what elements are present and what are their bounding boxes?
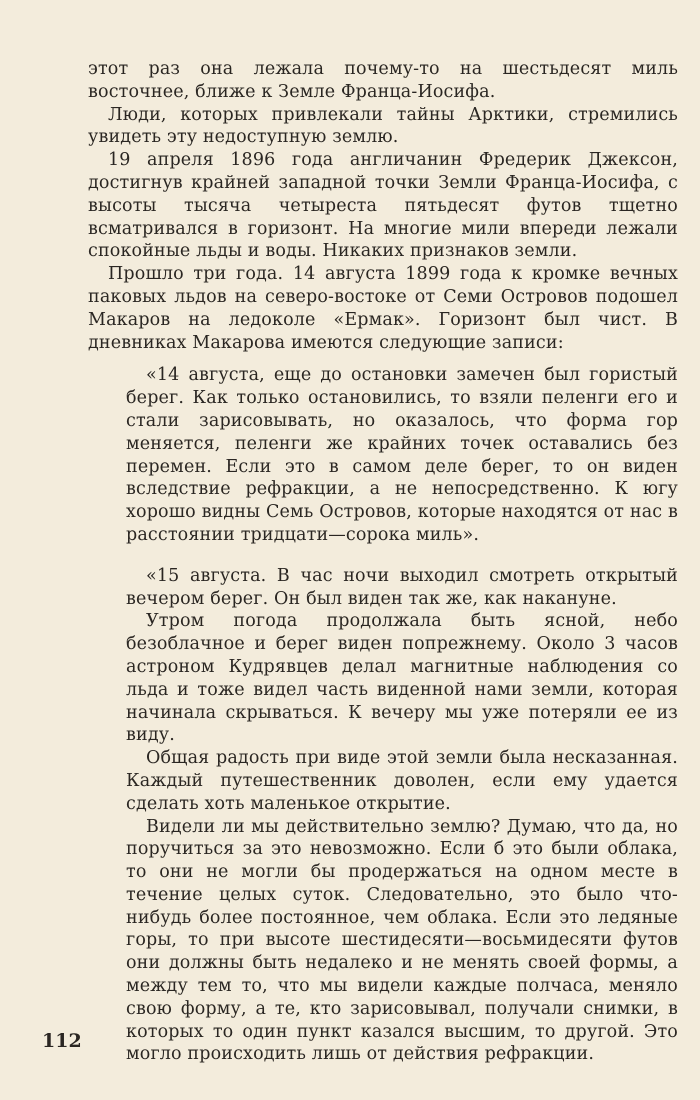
quote-joy: Общая радость при виде этой земли была несказанная. Каждый путешественник доволен, если ему удается сделать хоть маленькое открытие.	[126, 748, 678, 814]
quote-refraction: Видели ли мы действительно землю? Думаю, что да, но поручиться за это невозможно. Если б это были облака, то они не могли бы продержаться на одном месте в течение целых суток. Следовательно, это было что-нибудь более постоянное, чем облака. Если это ледяные горы, то при высоте шестидесяти—восьмидесяти футов они должны быть недалеко и не менять своей формы, а между тем то, что мы видели каждые полчаса, меняло свою форму, а те, кто зарисовывал, получали снимки, в которых то один пункт казался высшим, то другой. Это могло происходить лишь от действия рефракции.	[126, 816, 678, 1065]
paragraph-jackson: 19 апреля 1896 года англичанин Фредерик Джексон, достигнув крайней западной точки Земли Франца-Иосифа, с высоты тысяча четыреста пятьдесят футов тщетно всматривался в горизонт. На многие мили впереди лежали спокойные льды и воды. Никаких признаков земли.	[88, 150, 678, 262]
page-text	[88, 58, 678, 1066]
quote-august-15: «15 августа. В час ночи выходил смотреть открытый вечером берег. Он был виден так же, как накануне.	[126, 565, 678, 609]
quote-morning: Утром погода продолжала быть ясной, небо безоблачное и берег виден попрежнему. Около 3 часов астроном Кудрявцев делал магнитные наблюдения со льда и тоже видел часть виденной нами земли, которая начинала скрываться. К вечеру мы уже потеряли ее из виду.	[126, 611, 678, 746]
paragraph-makarov: Прошло три года. 14 августа 1899 года к кромке вечных паковых льдов на северо-востоке от Семи Островов подошел Макаров на ледоколе «Ермак». Горизонт был чист. В дневниках Макарова имеются следующие записи:	[88, 264, 678, 353]
page-number: 112	[42, 1030, 82, 1052]
quote-august-14: «14 августа, еще до остановки замечен был гористый берег. Как только остановились, то взяли пеленги его и стали зарисовывать, но оказалось, что форма гор меняется, пеленги же крайних точек оставались без перемен. Если это в самом деле берег, то он виден вследствие рефракции, а не непосредственно. К югу хорошо видны Семь Островов, которые находятся от нас в расстоянии тридцати—сорока миль».	[126, 365, 678, 545]
paragraph-continuation: этот раз она лежала почему-то на шестьдесят миль восточнее, ближе к Земле Франца-Иосифа.	[88, 59, 678, 102]
paragraph-arctic-seekers: Люди, которых привлекали тайны Арктики, стремились увидеть эту недоступную землю.	[88, 104, 678, 148]
